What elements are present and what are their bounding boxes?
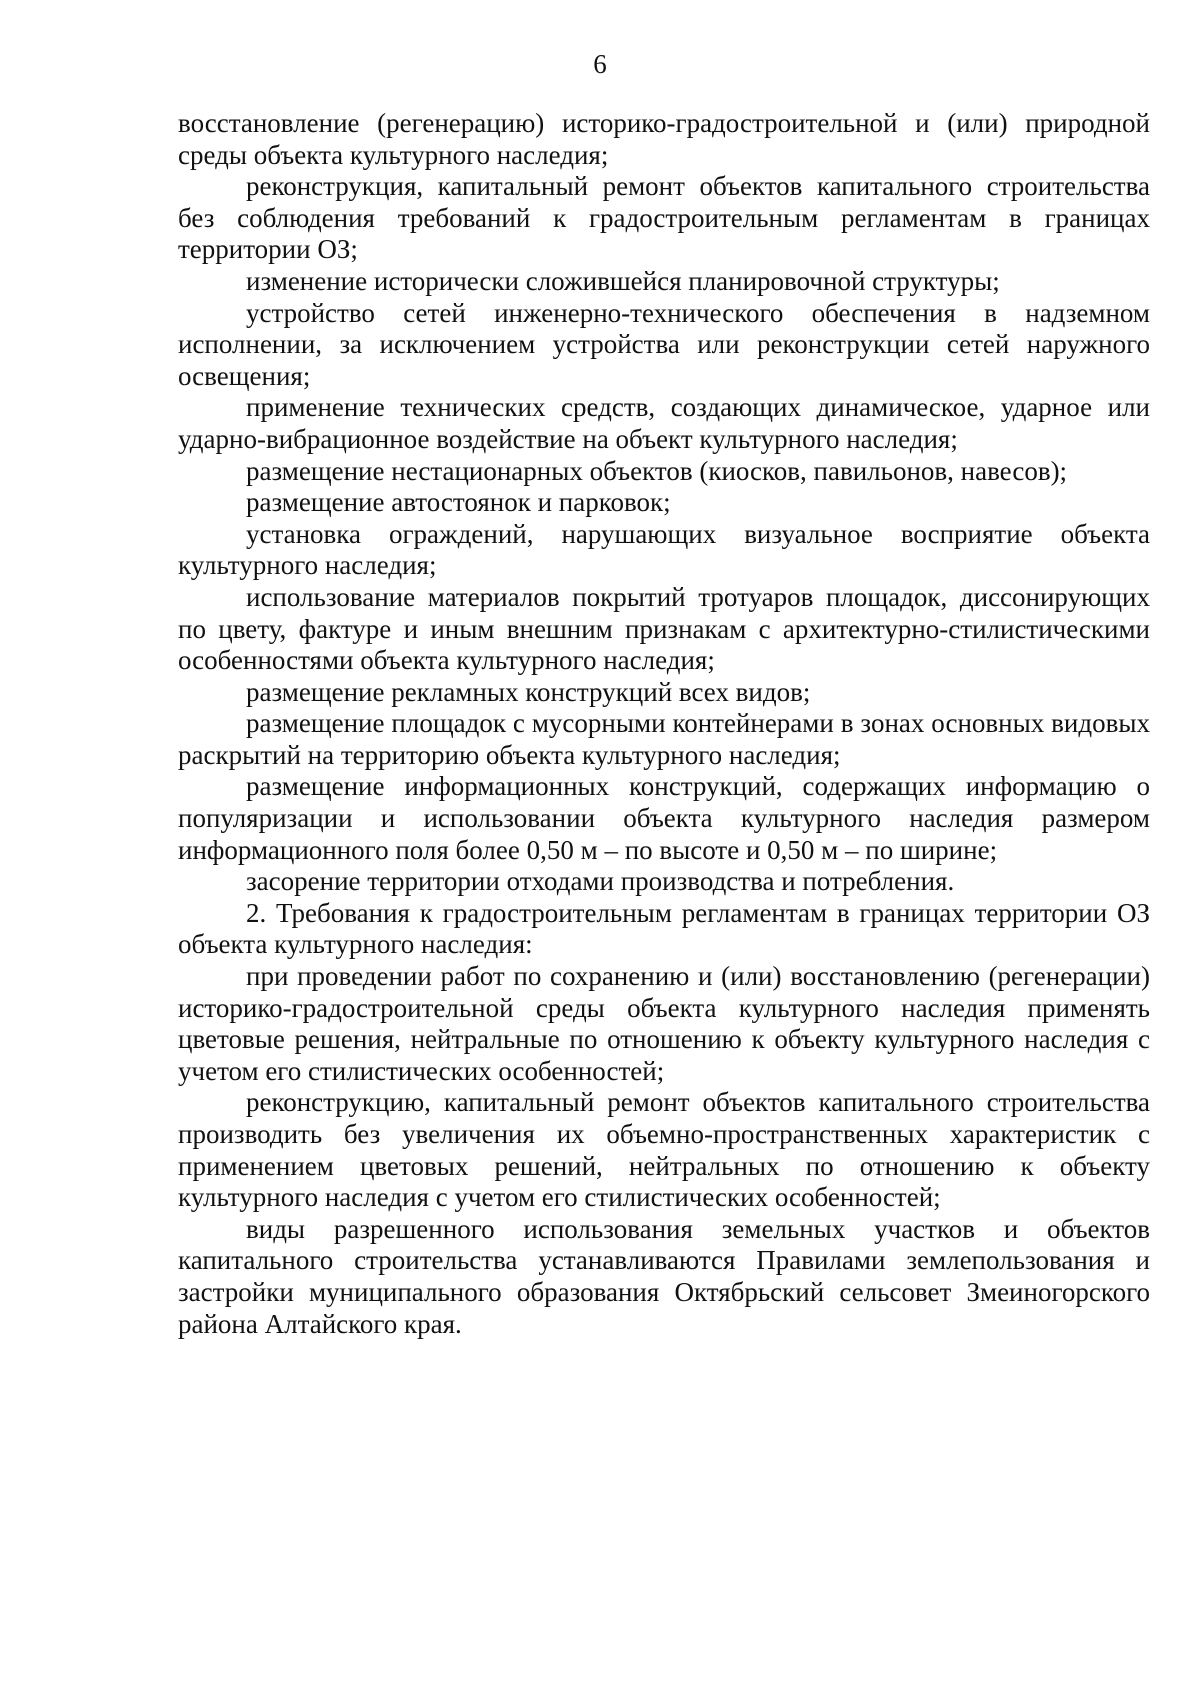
paragraph-fences: установка ограждений, нарушающих визуальное восприятие объекта культурного наследия; [178,518,1150,581]
document-body [178,108,1150,1340]
paragraph-waste-containers: размещение площадок с мусорными контейнерами в зонах основных видовых раскрытий на территорию объекта культурного наследия; [178,708,1150,770]
paragraph-reconstruction-requirements: реконструкцию, капитальный ремонт объектов капитального строительства производить без увеличения их объемно-пространственных характеристик с применением цветовых решений, нейтральных по отношению к объекту культурного наследия с учетом его стилистических особенностей; [178,1087,1150,1213]
paragraph-reconstruction-prohibition: реконструкция, капитальный ремонт объектов капитального строительства без соблюдения требований к градостроительным регламентам в границах территории ОЗ; [178,171,1150,265]
paragraph-engineering-networks: устройство сетей инженерно-технического обеспечения в надземном исполнении, за исключением устройства или реконструкции сетей наружного освещения; [178,297,1150,391]
paragraph-section-2-heading: 2. Требования к градостроительным регламентам в границах территории ОЗ объекта культурного наследия: [178,897,1150,960]
paragraph-pavement-materials: использование материалов покрытий тротуаров площадок, диссонирующих по цвету, фактуре и иным внешним признакам с архитектурно-стилистическими особенностями объекта культурного наследия; [178,581,1150,676]
paragraph-land-use-rules: виды разрешенного использования земельных участков и объектов капитального строительства устанавливаются Правилами землепользования и застройки муниципального образования Октябрьский сельсовет Змеиногорского района Алтайского края. [178,1213,1150,1339]
paragraph-information-structures: размещение информационных конструкций, содержащих информацию о популяризации и использовании объекта культурного наследия размером информационного поля более 0,50 м – по высоте и 0,50 м – по ширине; [178,771,1150,865]
paragraph-parking: размещение автостоянок и парковок; [246,487,671,518]
paragraph-continuation: восстановление (регенерацию) историко-градостроительной и (или) природной среды объекта культурного наследия; [178,108,1150,170]
paragraph-advertising: размещение рекламных конструкций всех видов; [246,676,811,707]
paragraph-technical-means: применение технических средств, создающих динамическое, ударное или ударно-вибрационное воздействие на объект культурного наследия; [178,392,1150,454]
paragraph-color-solutions: при проведении работ по сохранению и (или) восстановлению (регенерации) историко-градостроительной среды объекта культурного наследия применять цветовые решения, нейтральные по отношению к объекту культурного наследия с учетом его стилистических особенностей; [178,961,1150,1086]
page-number: 6 [593,49,607,79]
paragraph-kiosks: размещение нестационарных объектов (киосков, павильонов, навесов); [246,455,1068,486]
paragraph-littering: засорение территории отходами производства и потребления. [246,866,955,897]
paragraph-planning-structure: изменение исторически сложившейся планировочной структуры; [246,265,1000,296]
